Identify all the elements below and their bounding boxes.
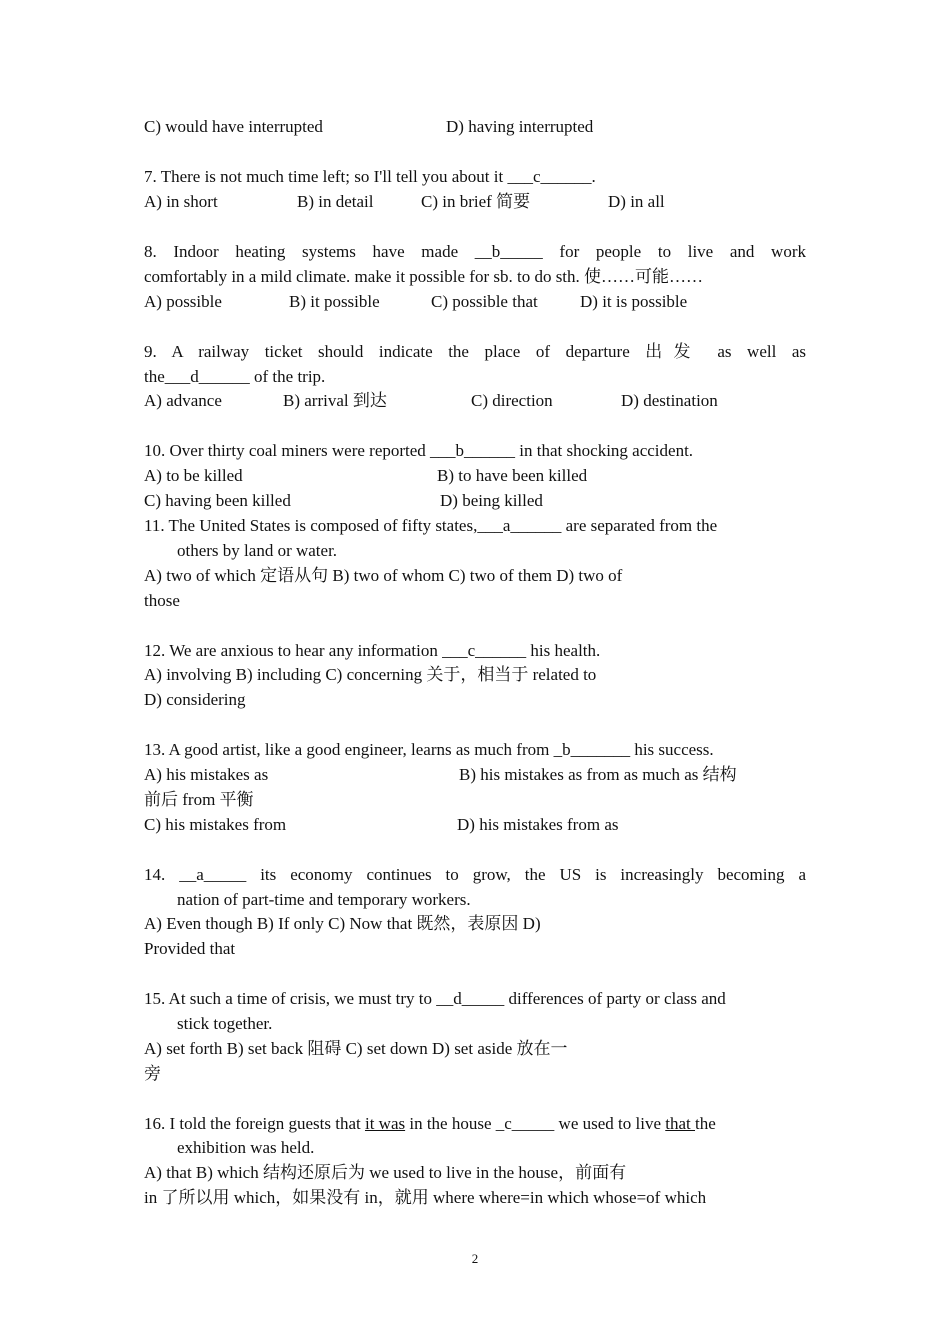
q11-stem-line2: others by land or water. (177, 541, 338, 560)
q9-stem-line1: 9. A railway ticket should indicate the place of departure 出发 as well as (144, 342, 806, 361)
q14-options-line2: Provided that (144, 939, 236, 958)
q15-stem-line1: 15. At such a time of crisis, we must try to __d_____ differences of party or class and (144, 989, 726, 1008)
q9-option-a: A) advance (144, 391, 222, 410)
q13-stem: 13. A good artist, like a good engineer, learns as much from _b_______ his success. (144, 740, 714, 759)
q16-stem-line2: exhibition was held. (177, 1138, 315, 1157)
q11-options-line1: A) two of which 定语从句 B) two of whom C) two of them D) two of (144, 566, 623, 585)
q7-option-d: D) in all (608, 192, 665, 211)
q7-option-a: A) in short (144, 192, 218, 211)
q8-option-c: C) possible that (431, 292, 538, 311)
q10-option-c: C) having been killed (144, 491, 291, 510)
q13-option-b-line2: 前后 from 平衡 (144, 790, 254, 809)
q6-option-d: D) having interrupted (446, 117, 594, 136)
q10-stem: 10. Over thirty coal miners were reported ___b______ in that shocking accident. (144, 441, 694, 460)
q11-options-line2: those (144, 591, 180, 610)
q12-options-line1: A) involving B) including C) concerning 关于，相当于 related to (144, 665, 597, 684)
q8-stem-line1: 8. Indoor heating systems have made __b_____ for people to live and work (144, 242, 806, 261)
q9-option-b: B) arrival 到达 (283, 391, 387, 410)
q16-options-line2: in 了所以用 which，如果没有 in，就用 where where=in which whose=of which (144, 1188, 707, 1207)
q15-options-line1: A) set forth B) set back 阻碍 C) set down D) set aside 放在一 (144, 1039, 568, 1058)
q10-option-d: D) being killed (440, 491, 543, 510)
q14-options-line1: A) Even though B) If only C) Now that 既然，表原因 D) (144, 914, 541, 933)
q9-option-c: C) direction (471, 391, 553, 410)
q6-option-c: C) would have interrupted (144, 117, 323, 136)
q15-stem-line2: stick together. (177, 1014, 273, 1033)
q16-underlined-that: that (665, 1114, 696, 1133)
q16-underlined-it-was: it was (364, 1114, 406, 1133)
q9-stem-line2: the___d______ of the trip. (144, 367, 326, 386)
q14-stem-line2: nation of part-time and temporary workers. (177, 890, 471, 909)
q8-stem-line2: comfortably in a mild climate. make it possible for sb. to do sth. 使……可能…… (144, 267, 704, 286)
q13-option-d: D) his mistakes from as (457, 815, 619, 834)
q9-option-d: D) destination (621, 391, 718, 410)
q7-option-c: C) in brief 简要 (421, 192, 531, 211)
q15-options-line2: 旁 (144, 1064, 161, 1083)
q10-option-a: A) to be killed (144, 466, 243, 485)
q11-stem-line1: 11. The United States is composed of fifty states,___a______ are separated from the (144, 516, 718, 535)
q8-option-b: B) it possible (289, 292, 380, 311)
q8-option-d: D) it is possible (580, 292, 688, 311)
q16-stem-pre: 16. I told the foreign guests that (144, 1114, 365, 1133)
q12-options-line2: D) considering (144, 690, 246, 709)
q13-option-b-line1: B) his mistakes as from as much as 结构 (459, 765, 737, 784)
q16-options-line1: A) that B) which 结构还原后为 we used to live in the house，前面有 (144, 1163, 627, 1182)
q14-stem-line1: 14. __a_____ its economy continues to grow, the US is increasingly becoming a (144, 865, 806, 884)
q16-stem-post: the (695, 1114, 716, 1133)
page-number: 2 (471, 1251, 479, 1266)
q7-stem: 7. There is not much time left; so I'll tell you about it ___c______. (144, 167, 596, 186)
q10-option-b: B) to have been killed (437, 466, 588, 485)
q12-stem: 12. We are anxious to hear any information ___c______ his health. (144, 641, 601, 660)
q7-option-b: B) in detail (297, 192, 374, 211)
q16-stem-mid: in the house _c_____ we used to live (405, 1114, 666, 1133)
q16-stem-line1 (144, 1111, 806, 1136)
q13-option-c: C) his mistakes from (144, 815, 287, 834)
q8-option-a: A) possible (144, 292, 222, 311)
q13-option-a: A) his mistakes as (144, 765, 269, 784)
